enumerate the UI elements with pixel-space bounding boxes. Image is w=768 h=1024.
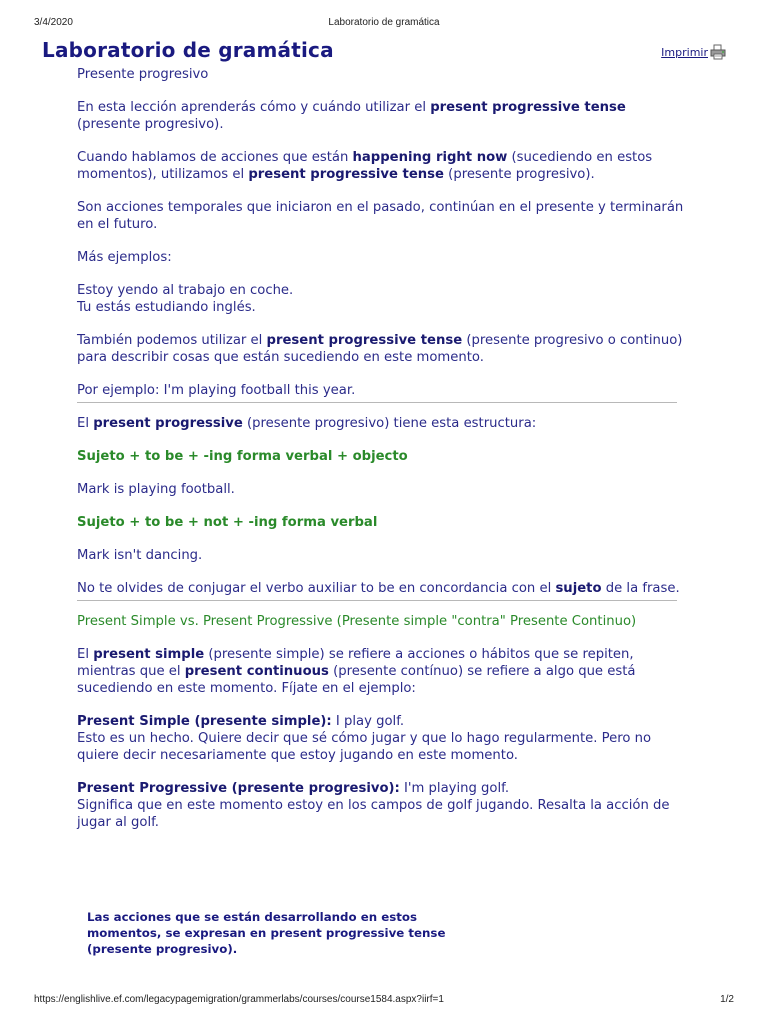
- example-paragraph: Por ejemplo: I'm playing football this year.: [77, 383, 356, 398]
- keyword: happening right now: [352, 150, 508, 165]
- keyword: present continuous: [184, 664, 329, 679]
- text: También podemos utilizar el: [77, 333, 267, 348]
- text: En esta lección aprenderás cómo y cuándo utilizar el: [77, 100, 431, 115]
- lesson-subtitle: Presente progresivo: [77, 67, 209, 82]
- present-simple-block: [77, 713, 689, 764]
- present-simple-example: I play golf.: [331, 714, 405, 729]
- more-examples-label: Más ejemplos:: [77, 250, 172, 265]
- usage-paragraph: [77, 332, 689, 366]
- negative-formula: Sujeto + to be + not + -ing forma verbal: [77, 515, 378, 530]
- intro-paragraph: [77, 99, 689, 133]
- present-progressive-block: [77, 780, 689, 831]
- text: El: [77, 416, 94, 431]
- keyword: present progressive: [93, 416, 243, 431]
- temporal-paragraph: Son acciones temporales que iniciaron en el pasado, continúan en el presente y terminarán en el futuro.: [77, 200, 684, 232]
- keyword: present progressive tense: [248, 167, 444, 182]
- text: (presente progresivo o continuo) para describir cosas que están sucediendo en este momento.: [77, 333, 683, 365]
- print-doc-title: Laboratorio de gramática: [328, 17, 440, 28]
- present-simple-explanation: Esto es un hecho. Quiere decir que sé cómo jugar y que lo hago regularmente. Pero no quiere decir necesariamente que estoy jugando en este momento.: [77, 731, 652, 763]
- text: (presente simple) se refiere a acciones o hábitos que se repiten, mientras que el: [77, 647, 634, 679]
- present-progressive-explanation: Significa que en este momento estoy en los campos de golf jugando. Resalta la acción de jugar al golf.: [77, 798, 670, 830]
- keyword: present simple: [93, 647, 205, 662]
- keyword: present progressive tense: [266, 333, 463, 348]
- divider: [77, 600, 677, 601]
- print-footer: [0, 994, 768, 1008]
- page-count: 1/2: [720, 994, 734, 1005]
- print-header: [0, 17, 768, 31]
- present-progressive-label: Present Progressive (presente progresivo):: [77, 781, 400, 796]
- present-progressive-example: I'm playing golf.: [399, 781, 510, 796]
- page-title: Laboratorio de gramática: [42, 38, 334, 62]
- present-simple-label: Present Simple (presente simple):: [77, 714, 332, 729]
- print-date: 3/4/2020: [34, 17, 73, 28]
- example-1: Estoy yendo al trabajo en coche.: [77, 283, 294, 298]
- text: No te olvides de conjugar el verbo auxiliar to be en concordancia con el: [77, 581, 556, 596]
- text: El: [77, 647, 94, 662]
- divider: [77, 402, 677, 403]
- keyword: present progressive tense: [430, 100, 626, 115]
- structure-paragraph: [77, 415, 689, 432]
- example-2: Tu estás estudiando inglés.: [77, 300, 256, 315]
- examples-list: [77, 282, 689, 316]
- text: Cuando hablamos de acciones que están: [77, 150, 353, 165]
- negative-example: Mark isn't dancing.: [77, 548, 203, 563]
- text: (presente contínuo) se refiere a algo que está sucediendo en este momento. Fíjate en el ejemplo:: [77, 664, 636, 696]
- lesson-content: [77, 66, 689, 847]
- keyword: sujeto: [555, 581, 602, 596]
- text: (presente progresivo).: [443, 167, 595, 182]
- text: (sucediendo en estos momentos), utilizamos el: [77, 150, 653, 182]
- printer-icon[interactable]: [710, 44, 726, 60]
- summary-callout: Las acciones que se están desarrollando en estos momentos, se expresan en present progressive tense (presente progresivo).: [87, 910, 446, 956]
- affirmative-formula: Sujeto + to be + -ing forma verbal + objecto: [77, 449, 408, 464]
- text: de la frase.: [601, 581, 680, 596]
- print-label[interactable]: Imprimir: [661, 45, 708, 59]
- print-button[interactable]: [661, 44, 726, 60]
- comparison-heading: Present Simple vs. Present Progressive (Presente simple "contra" Presente Continuo): [77, 614, 637, 629]
- text: (presente progresivo) tiene esta estructura:: [242, 416, 537, 431]
- affirmative-example: Mark is playing football.: [77, 482, 235, 497]
- text: (presente progresivo).: [77, 117, 224, 132]
- definition-paragraph: [77, 149, 689, 183]
- page-url: https://englishlive.ef.com/legacypagemigration/grammerlabs/courses/course1584.aspx?iirf=1: [34, 994, 444, 1005]
- comparison-paragraph: [77, 646, 689, 697]
- conjugation-note: [77, 580, 689, 597]
